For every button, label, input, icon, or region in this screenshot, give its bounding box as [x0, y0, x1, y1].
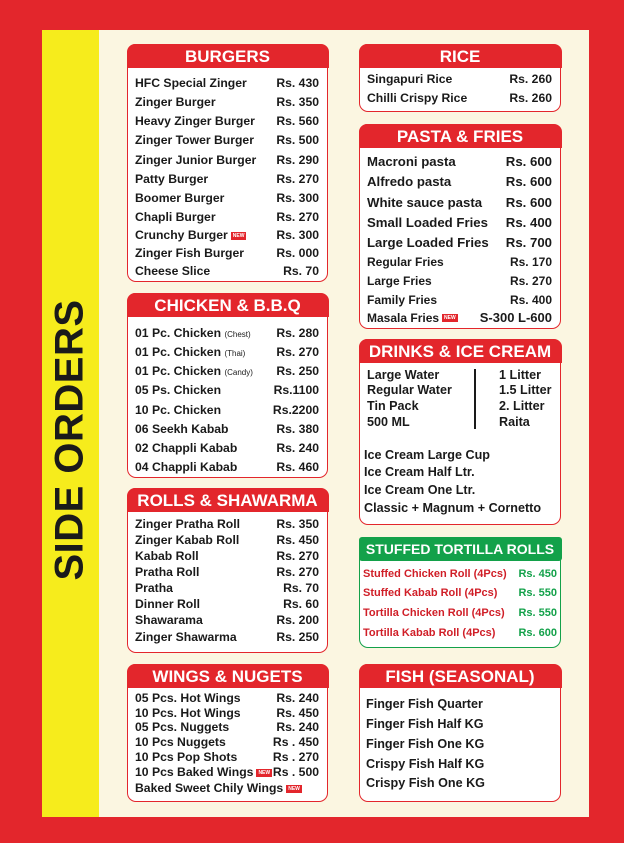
fish-item: Crispy Fish One KG — [366, 776, 485, 790]
drink-item: 500 ML — [367, 415, 410, 429]
item-name: Large Fries — [367, 274, 432, 288]
menu-item — [367, 215, 552, 230]
item-name: Pratha Roll — [135, 565, 200, 579]
item-name: 01 Pc. Chicken — [135, 364, 222, 378]
item-name: Regular Fries — [367, 255, 444, 269]
drink-item: Regular Water — [367, 383, 452, 397]
menu-item — [135, 191, 319, 205]
menu-item — [135, 517, 319, 531]
item-price: Rs . 500 — [272, 765, 319, 779]
menu-item — [135, 95, 319, 109]
item-price: Rs. 400 — [509, 293, 552, 307]
fish-section — [359, 664, 561, 802]
tortilla-rolls-section — [359, 537, 561, 648]
icecream-item: Ice Cream One Ltr. — [364, 483, 476, 497]
item-name: Kabab Roll — [135, 549, 199, 563]
item-price: Rs. 600 — [505, 154, 552, 169]
item-name: 01 Pc. Chicken — [135, 345, 222, 359]
menu-item — [135, 691, 319, 705]
menu-item — [135, 228, 319, 242]
menu-item — [363, 568, 557, 580]
item-name: White sauce pasta — [367, 195, 483, 210]
menu-item — [135, 630, 319, 644]
new-badge: NEW — [258, 769, 271, 776]
item-price: Rs. 60 — [283, 597, 319, 611]
menu-item — [135, 735, 319, 749]
item-name: Singapuri Rice — [367, 72, 453, 86]
menu-item — [135, 383, 319, 397]
item-price: Rs. 280 — [276, 326, 319, 340]
item-name: Chilli Crispy Rice — [367, 91, 468, 105]
menu-item — [367, 91, 552, 105]
item-price: Rs. 260 — [509, 72, 552, 86]
menu-item — [135, 172, 319, 186]
menu-item — [135, 403, 319, 417]
item-price: Rs. 600 — [505, 174, 552, 189]
item-name: Stuffed Chicken Roll (4Pcs) — [363, 568, 507, 580]
menu-item — [135, 781, 319, 795]
item-price: Rs.2200 — [272, 403, 319, 417]
item-price: Rs. 000 — [276, 246, 319, 260]
item-price: Rs. 270 — [276, 172, 319, 186]
item-price: Rs. 380 — [276, 422, 319, 436]
new-badge: NEW — [444, 315, 456, 322]
rice-section — [359, 44, 561, 112]
item-name: Zinger Shawarma — [135, 630, 237, 644]
menu-item — [135, 581, 319, 595]
menu-item — [135, 246, 319, 260]
menu-item — [135, 750, 319, 764]
item-price: Rs.1100 — [273, 383, 319, 397]
item-name: Zinger Junior Burger — [135, 153, 257, 167]
fish-item: Crispy Fish Half KG — [366, 757, 485, 771]
fish-header: FISH (SEASONAL) — [359, 664, 562, 688]
pasta-header: PASTA & FRIES — [359, 124, 562, 148]
item-name: 06 Seekh Kabab — [135, 422, 229, 436]
side-orders-title: SIDE ORDERS — [47, 299, 92, 581]
drink-item: Large Water — [367, 368, 440, 382]
item-name: Tortilla Kabab Roll (4Pcs) — [363, 627, 496, 639]
item-price: Rs. 240 — [276, 441, 319, 455]
item-name: Heavy Zinger Burger — [135, 114, 255, 128]
item-name: 05 Ps. Chicken — [135, 383, 222, 397]
menu-item — [363, 607, 557, 619]
icecream-item: Classic + Magnum + Cornetto — [364, 501, 542, 515]
drink-size: Raita — [499, 415, 530, 429]
item-price: Rs. 600 — [505, 195, 552, 210]
item-name: Large Loaded Fries — [367, 235, 489, 250]
item-name: Chapli Burger — [135, 210, 216, 224]
item-price: Rs. 290 — [276, 153, 319, 167]
pasta-fries-section — [359, 124, 561, 329]
item-price: Rs. 200 — [276, 613, 319, 627]
menu-item — [135, 422, 319, 436]
item-name: Cheese Slice — [135, 264, 211, 278]
item-name: Stuffed Kabab Roll (4Pcs) — [363, 587, 498, 599]
item-name: Zinger Pratha Roll — [135, 517, 240, 531]
item-name: Zinger Tower Burger — [135, 133, 254, 147]
item-price: Rs. 350 — [276, 517, 319, 531]
chicken-bbq-section — [127, 293, 328, 478]
item-name: Shawarama — [135, 613, 203, 627]
item-name: Boomer Burger — [135, 191, 225, 205]
item-name: 05 Pcs. Hot Wings — [135, 691, 241, 705]
icecream-item: Ice Cream Half Ltr. — [364, 465, 475, 479]
menu-item — [135, 460, 319, 474]
item-price: Rs. 500 — [276, 133, 319, 147]
item-name: Pratha — [135, 581, 173, 595]
item-price: Rs. 550 — [518, 607, 557, 619]
item-price: Rs. 450 — [276, 533, 319, 547]
menu-item — [135, 153, 319, 167]
burgers-section — [127, 44, 328, 282]
item-price: Rs. 170 — [509, 255, 552, 269]
menu-item — [367, 293, 552, 307]
menu-item — [135, 326, 319, 340]
menu-item — [135, 765, 319, 779]
item-price: Rs. 700 — [505, 235, 552, 250]
item-name: Baked Sweet Chily Wings — [135, 781, 284, 795]
item-price: Rs. 260 — [509, 91, 552, 105]
menu-item — [135, 565, 319, 579]
wings-nuggets-section — [127, 664, 328, 802]
rolls-header: ROLLS & SHAWARMA — [127, 488, 329, 512]
item-name: Alfredo pasta — [367, 174, 452, 189]
item-price: Rs. 300 — [276, 228, 319, 242]
rice-header: RICE — [359, 44, 562, 68]
menu-item — [367, 174, 552, 189]
item-price: Rs. 460 — [276, 460, 319, 474]
new-badge: NEW — [288, 785, 300, 792]
drink-item: Tin Pack — [367, 399, 419, 413]
rolls-shawarma-section — [127, 488, 328, 653]
item-name: Zinger Fish Burger — [135, 246, 245, 260]
item-price: Rs. 240 — [276, 720, 319, 734]
item-price: Rs. 270 — [276, 210, 319, 224]
tortilla-header: STUFFED TORTILLA ROLLS — [359, 537, 562, 561]
item-name: 10 Pcs Baked Wings — [135, 765, 254, 779]
item-name: 10 Pc. Chicken — [135, 403, 222, 417]
item-name: 10 Pcs. Hot Wings — [135, 706, 241, 720]
burgers-header: BURGERS — [127, 44, 329, 68]
item-name: 10 Pcs Pop Shots — [135, 750, 238, 764]
column-divider — [474, 369, 476, 429]
item-name: 02 Chappli Kabab — [135, 441, 238, 455]
menu-item — [135, 114, 319, 128]
item-price: Rs. 450 — [276, 706, 319, 720]
fish-item: Finger Fish One KG — [366, 737, 485, 751]
menu-item — [135, 613, 319, 627]
menu-item — [367, 195, 552, 210]
fish-item: Finger Fish Half KG — [366, 717, 484, 731]
item-name: 10 Pcs Nuggets — [135, 735, 226, 749]
item-name: Zinger Burger — [135, 95, 216, 109]
new-badge: NEW — [232, 232, 245, 239]
item-price: Rs. 250 — [276, 364, 319, 378]
menu-item — [135, 264, 319, 278]
item-name: Macroni pasta — [367, 154, 456, 169]
item-name: 04 Chappli Kabab — [135, 460, 238, 474]
item-price: Rs. 400 — [505, 215, 552, 230]
item-name: Crunchy Burger — [135, 228, 228, 242]
wings-header: WINGS & NUGETS — [127, 664, 329, 688]
item-name: HFC Special Zinger — [135, 76, 247, 90]
menu-item — [135, 597, 319, 611]
item-price: Rs. 250 — [276, 630, 319, 644]
item-price: Rs. 270 — [276, 345, 319, 359]
menu-item — [135, 345, 319, 359]
item-price: Rs. 70 — [283, 581, 319, 595]
item-price: Rs. 560 — [276, 114, 319, 128]
menu-item — [135, 706, 319, 720]
chicken-header: CHICKEN & B.B.Q — [127, 293, 329, 317]
menu-item — [135, 549, 319, 563]
item-note: (Candy) — [224, 368, 253, 377]
item-name: 01 Pc. Chicken — [135, 326, 222, 340]
item-price: Rs. 300 — [276, 191, 319, 205]
item-name: 05 Pcs. Nuggets — [135, 720, 230, 734]
item-price: Rs. 550 — [518, 587, 557, 599]
item-note: (Thai) — [224, 349, 246, 358]
item-price: Rs. 270 — [276, 565, 319, 579]
fish-item: Finger Fish Quarter — [366, 697, 483, 711]
item-price: Rs. 70 — [283, 264, 319, 278]
menu-item — [135, 133, 319, 147]
drinks-icecream-section — [359, 339, 561, 525]
menu-item — [367, 72, 552, 86]
menu-item — [363, 587, 557, 599]
drink-size: 2. Litter — [499, 399, 545, 413]
item-note: (Chest) — [224, 330, 251, 339]
menu-item — [367, 154, 552, 169]
menu-item — [367, 274, 552, 288]
item-price: Rs. 240 — [276, 691, 319, 705]
item-price: Rs. 350 — [276, 95, 319, 109]
item-name: Masala Fries — [367, 310, 440, 325]
icecream-item: Ice Cream Large Cup — [364, 448, 490, 462]
menu-item — [135, 533, 319, 547]
item-name: Tortilla Chicken Roll (4Pcs) — [363, 607, 505, 619]
item-price: Rs . 270 — [272, 750, 319, 764]
item-price: Rs. 600 — [518, 627, 557, 639]
menu-item — [135, 441, 319, 455]
item-price: Rs. 450 — [518, 568, 557, 580]
drink-size: 1 Litter — [499, 368, 541, 382]
item-price: Rs. 430 — [276, 76, 319, 90]
menu-item — [367, 255, 552, 269]
item-price: Rs. 270 — [276, 549, 319, 563]
item-price: S-300 L-600 — [479, 310, 552, 325]
menu-item — [135, 210, 319, 224]
drinks-header: DRINKS & ICE CREAM — [359, 339, 562, 363]
item-name: Dinner Roll — [135, 597, 201, 611]
menu-item — [363, 627, 557, 639]
drink-size: 1.5 Litter — [499, 383, 552, 397]
menu-item — [135, 364, 319, 378]
menu-item — [135, 76, 319, 90]
side-stripe — [42, 30, 99, 817]
item-name: Family Fries — [367, 293, 438, 307]
item-name: Zinger Kabab Roll — [135, 533, 240, 547]
menu-item — [367, 310, 552, 325]
item-name: Patty Burger — [135, 172, 209, 186]
item-price: Rs . 450 — [272, 735, 319, 749]
item-name: Small Loaded Fries — [367, 215, 488, 230]
menu-item — [135, 720, 319, 734]
menu-item — [367, 235, 552, 250]
item-price: Rs. 270 — [509, 274, 552, 288]
